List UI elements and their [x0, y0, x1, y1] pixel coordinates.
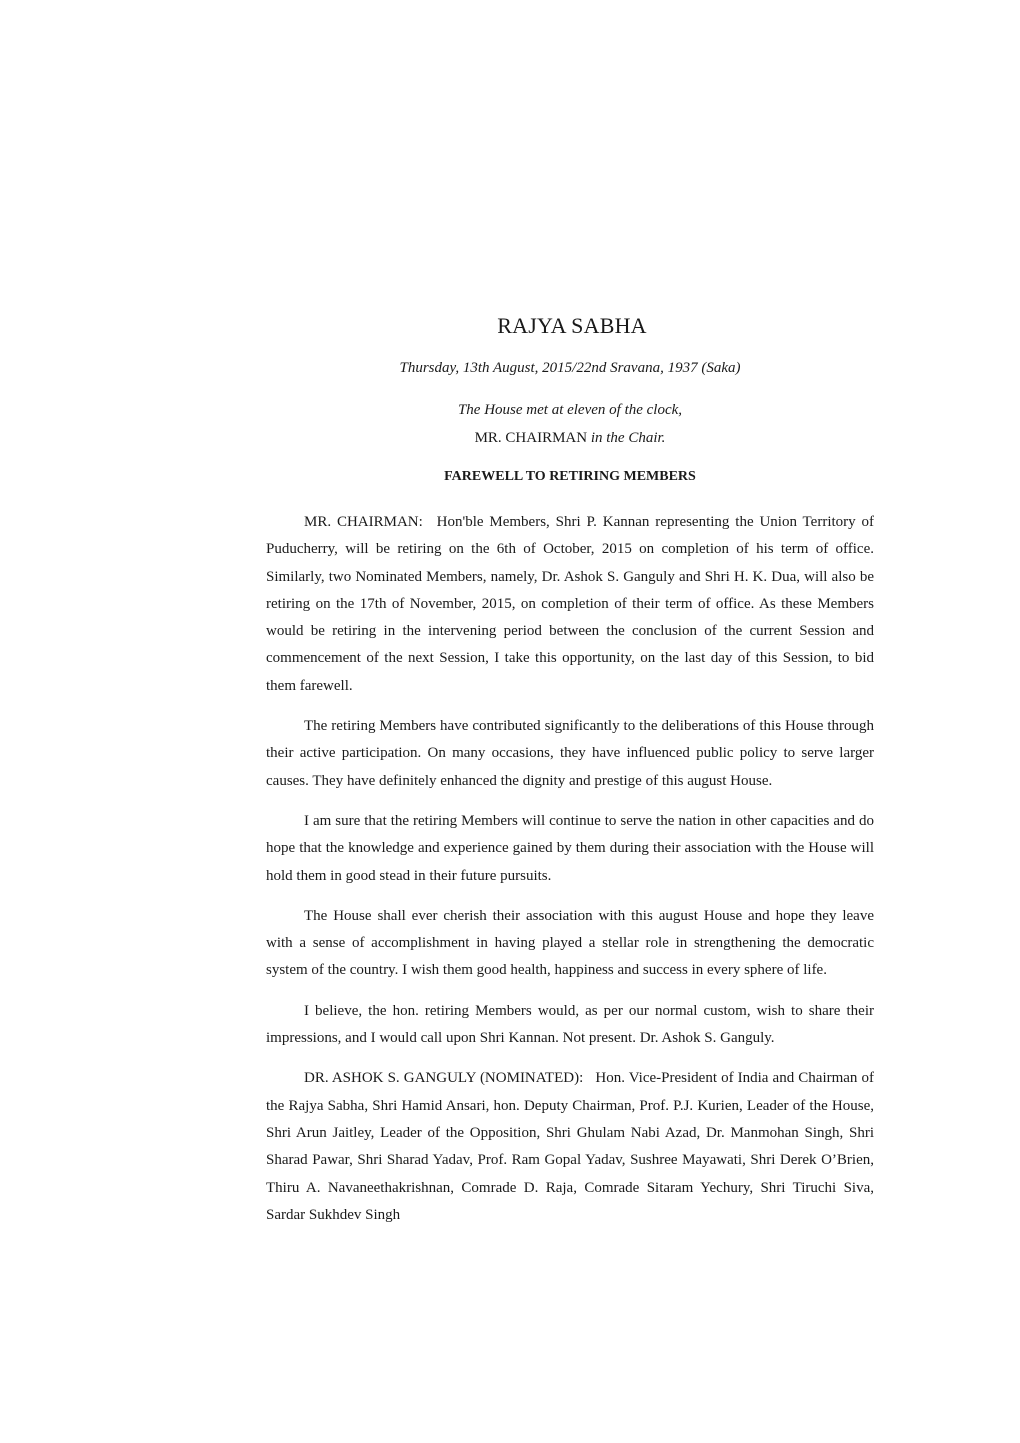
paragraph-text: I believe, the hon. retiring Members would, as per our normal custom, wish to share their impressions, and I would call upon Shri Kannan. Not present. Dr. Ashok S. Ganguly. [266, 1002, 874, 1047]
paragraph-text: I am sure that the retiring Members will continue to serve the nation in other capacities and do hope that the knowledge and experience gained by them during their association with the House will hold them in good stead in their future pursuits. [266, 812, 874, 884]
paragraph [266, 998, 874, 1053]
paragraph-text: The House shall ever cherish their association with this august House and hope they leave with a sense of accomplishment in having played a stellar role in strengthening the democratic system of the country. I wish them good health, happiness and success in every sphere of life. [266, 907, 874, 979]
paragraph [266, 1065, 874, 1229]
speaker-name: DR. ASHOK S. GANGULY (NOMINATED): [304, 1070, 584, 1087]
paragraph-text: Hon'ble Members, Shri P. Kannan representing the Union Territory of Puducherry, will be retiring on the 6th of October, 2015 on completion of his term of office. Similarly, two Nominated Members, namely, Dr. Ashok S. Ganguly and Shri H. K. Dua, will also be retiring on the 17th of November, 2015, on completion of their term of office. As these Members would be retiring in the intervening period between the conclusion of the current Session and commencement of the next Session, I take this opportunity, on the last day of this Session, to bid them farewell. [266, 514, 875, 694]
paragraph-text: Hon. Vice-President of India and Chairman of the Rajya Sabha, Shri Hamid Ansari, hon. Deputy Chairman, Prof. P.J. Kurien, Leader of the House, Shri Arun Jaitley, Leader of the Opposition, Shri Ghulam Nabi Azad, Dr. Manmohan Singh, Shri Sharad Pawar, Shri Sharad Yadav, Prof. Ram Gopal Yadav, Sushree Mayawati, Shri Derek O’Brien, Thiru A. Navaneethakrishnan, Comrade D. Raja, Comrade Sitaram Yechury, Shri Tiruchi Siva, Sardar Sukhdev Singh [266, 1070, 875, 1223]
paragraph-text: The retiring Members have contributed significantly to the deliberations of this House through their active participation. On many occasions, they have influenced public policy to serve larger causes. They have definitely enhanced the dignity and prestige of this august House. [266, 718, 874, 789]
chair-suffix: in the Chair. [590, 430, 666, 446]
date-line: Thursday, 13th August, 2015/22nd Sravana, 1937 (Saka) [399, 360, 741, 376]
section-heading: FAREWELL TO RETIRING MEMBERS [444, 469, 696, 484]
chair-line [266, 424, 874, 452]
paragraph [266, 509, 874, 700]
page-title: RAJYA SABHA [497, 313, 647, 338]
paragraph [266, 903, 874, 985]
chair-name: MR. CHAIRMAN [474, 430, 588, 446]
speaker-name: MR. CHAIRMAN: [304, 514, 423, 530]
met-line: The House met at eleven of the clock, [457, 402, 683, 418]
sitting-info [266, 396, 874, 452]
paragraph [266, 713, 874, 795]
paragraph [266, 808, 874, 890]
document-page [266, 306, 874, 1229]
